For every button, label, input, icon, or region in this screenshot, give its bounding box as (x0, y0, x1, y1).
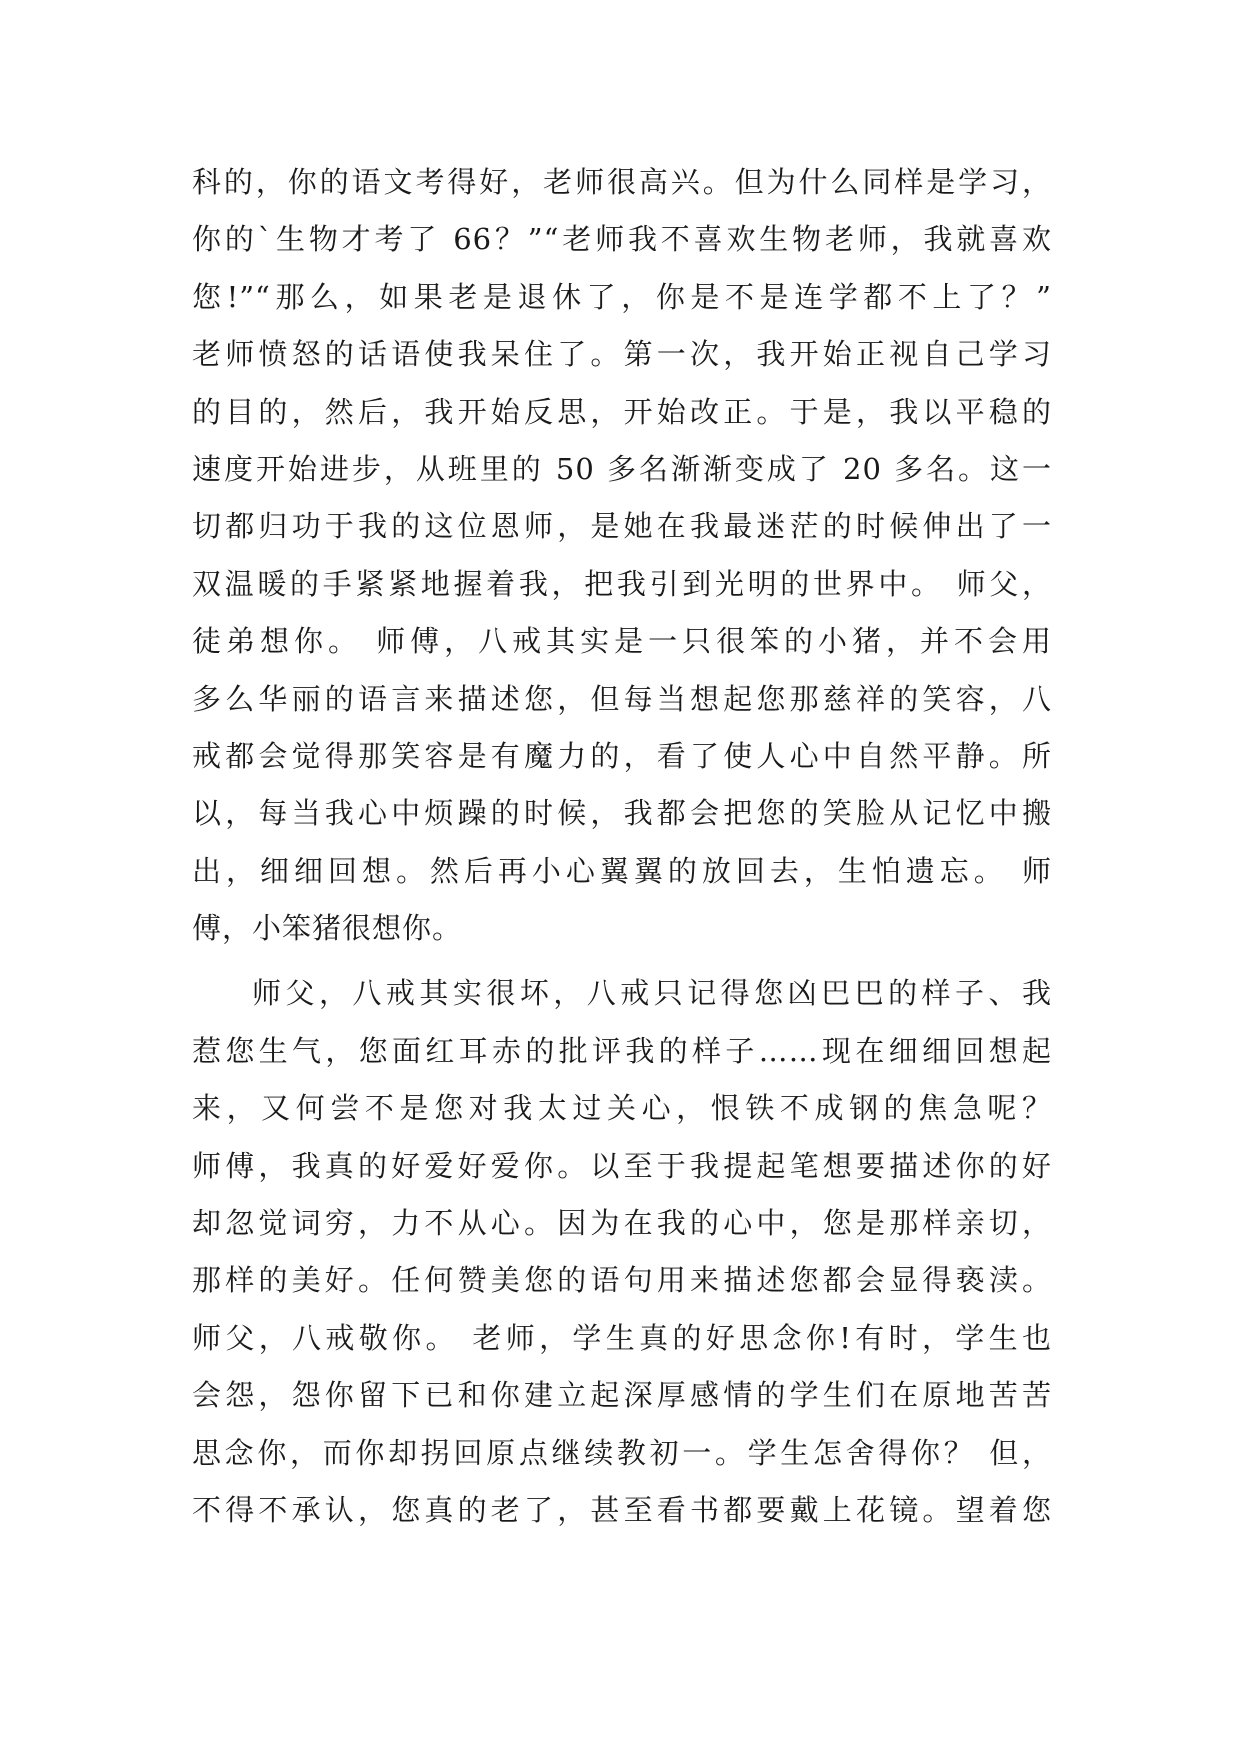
text-line: 出，细细回想。然后再小心翼翼的放回去，生怕遗忘。 师 (192, 853, 1052, 888)
text-line: 的目的，然后，我开始反思，开始改正。于是，我以平稳的 (192, 394, 1052, 429)
text-line: 师傅，我真的好爱好爱你。以至于我提起笔想要描述你的好 (192, 1148, 1052, 1183)
text-line: 那样的美好。任何赞美您的语句用来描述您都会显得亵渎。 (192, 1263, 1052, 1298)
text-line: 来，又何尝不是您对我太过关心，恨铁不成钢的焦急呢？ (192, 1091, 1052, 1126)
paragraph-1 (192, 154, 1052, 957)
text-line: 多么华丽的语言来描述您，但每当想起您那慈祥的笑容，八 (192, 681, 1052, 716)
text-line: 您!”“那么，如果老是退休了，你是不是连学都不上了？” (192, 279, 1052, 314)
text-line: 师父，八戒敬你。 老师，学生真的好思念你!有时，学生也 (192, 1320, 1052, 1355)
text-line: 惹您生气，您面红耳赤的批评我的样子……现在细细回想起 (192, 1033, 1052, 1068)
text-line: 会怨，怨你留下已和你建立起深厚感情的学生们在原地苦苦 (192, 1378, 1052, 1413)
text-line: 你的`生物才考了 66？”“老师我不喜欢生物老师，我就喜欢 (192, 222, 1052, 257)
text-line: 不得不承认，您真的老了，甚至看书都要戴上花镜。望着您 (192, 1492, 1052, 1527)
text-line: 以，每当我心中烦躁的时候，我都会把您的笑脸从记忆中搬 (192, 796, 1052, 831)
text-line: 傅，小笨猪很想你。 (192, 911, 463, 946)
text-line: 戒都会觉得那笑容是有魔力的，看了使人心中自然平静。所 (192, 738, 1052, 773)
document-body (192, 154, 1052, 1539)
text-line: 双温暖的手紧紧地握着我，把我引到光明的世界中。 师父， (192, 566, 1052, 601)
text-line: 思念你，而你却拐回原点继续教初一。学生怎舍得你？ 但， (192, 1435, 1052, 1470)
text-line: 速度开始进步，从班里的 50 多名渐渐变成了 20 多名。这一 (192, 451, 1052, 486)
text-line: 徒弟想你。 师傅，八戒其实是一只很笨的小猪，并不会用 (192, 624, 1052, 659)
paragraph-2 (192, 965, 1052, 1539)
text-line: 老师愤怒的话语使我呆住了。第一次，我开始正视自己学习 (192, 337, 1052, 372)
text-line: 切都归功于我的这位恩师，是她在我最迷茫的时候伸出了一 (192, 509, 1052, 544)
text-line: 却忽觉词穷，力不从心。因为在我的心中，您是那样亲切， (192, 1206, 1052, 1241)
text-line: 师父，八戒其实很坏，八戒只记得您凶巴巴的样子、我 (252, 976, 1052, 1011)
text-line: 科的，你的语文考得好，老师很高兴。但为什么同样是学习， (192, 165, 1052, 199)
